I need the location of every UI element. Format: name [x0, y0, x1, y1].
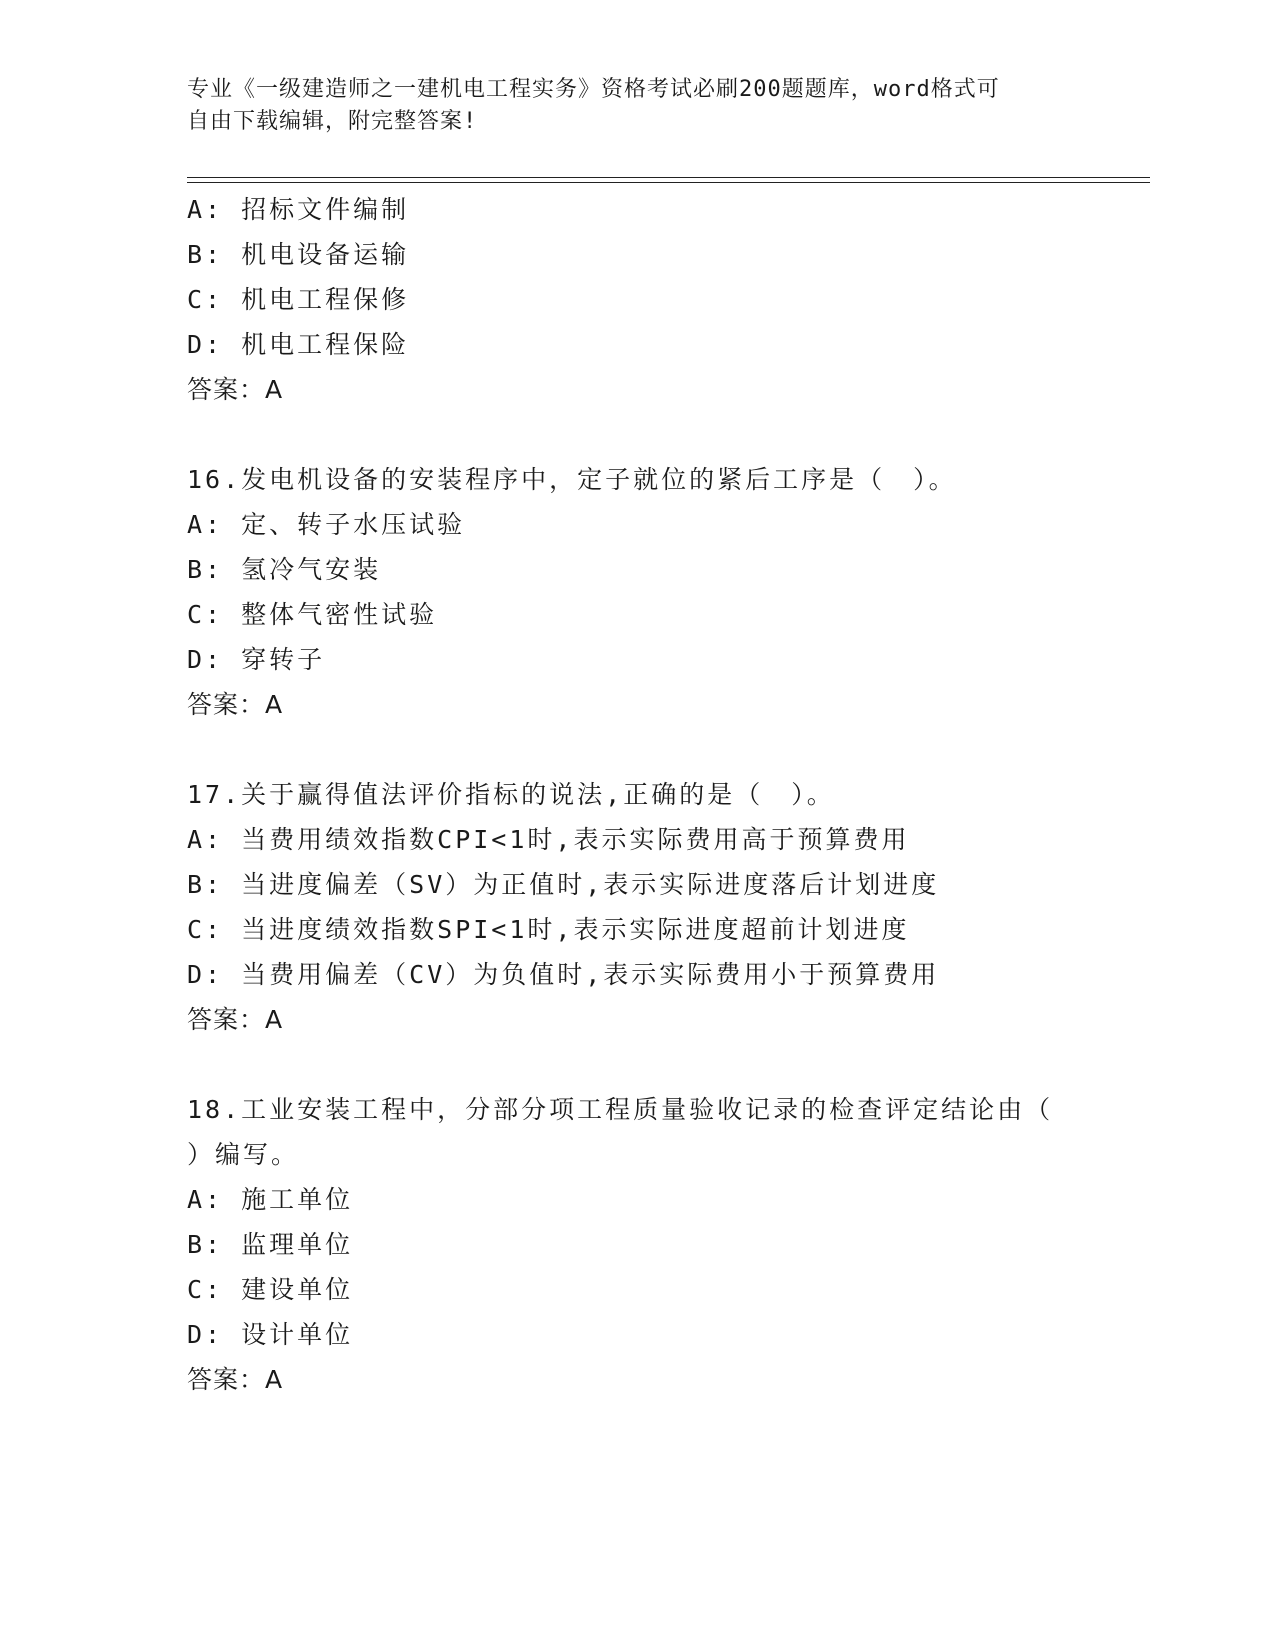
header-divider-bottom: [187, 182, 1150, 183]
q16-answer: 答案：A: [187, 690, 284, 719]
q17-option-c: C: 当进度绩效指数SPI<1时,表示实际进度超前计划进度: [187, 915, 910, 944]
q17-stem: 17.关于赢得值法评价指标的说法,正确的是（ ）。: [187, 780, 835, 809]
q16-stem: 16.发电机设备的安装程序中，定子就位的紧后工序是（ ）。: [187, 465, 957, 494]
q16-option-d: D: 穿转子: [187, 645, 326, 674]
q17-option-a: A: 当费用绩效指数CPI<1时,表示实际费用高于预算费用: [187, 825, 910, 854]
header-line-1: 专业《一级建造师之一建机电工程实务》资格考试必刷200题题库，word格式可: [187, 77, 1000, 102]
document-header: [187, 74, 1067, 138]
q15-option-c: C: 机电工程保修: [187, 285, 410, 314]
header-divider-top: [187, 177, 1150, 178]
q17-answer: 答案：A: [187, 1005, 284, 1034]
q16-option-a: A: 定、转子水压试验: [187, 510, 466, 539]
q17-option-d: D: 当费用偏差（CV）为负值时,表示实际费用小于预算费用: [187, 960, 940, 989]
q18-stem-line-2: ）编写。: [187, 1140, 300, 1169]
q15-answer: 答案：A: [187, 375, 284, 404]
q18-option-b: B: 监理单位: [187, 1230, 354, 1259]
q18-answer: 答案：A: [187, 1365, 284, 1394]
q18-option-a: A: 施工单位: [187, 1185, 354, 1214]
q15-option-a: A: 招标文件编制: [187, 195, 410, 224]
q16-option-b: B: 氢冷气安装: [187, 555, 382, 584]
q17-option-b: B: 当进度偏差（SV）为正值时,表示实际进度落后计划进度: [187, 870, 940, 899]
q15-option-b: B: 机电设备运输: [187, 240, 410, 269]
q18-option-c: C: 建设单位: [187, 1275, 354, 1304]
q18-option-d: D: 设计单位: [187, 1320, 354, 1349]
header-line-2: 自由下载编辑，附完整答案!: [187, 109, 478, 134]
q16-option-c: C: 整体气密性试验: [187, 600, 438, 629]
q18-stem-line-1: 18.工业安装工程中，分部分项工程质量验收记录的检查评定结论由（: [187, 1095, 1054, 1124]
q15-option-d: D: 机电工程保险: [187, 330, 410, 359]
